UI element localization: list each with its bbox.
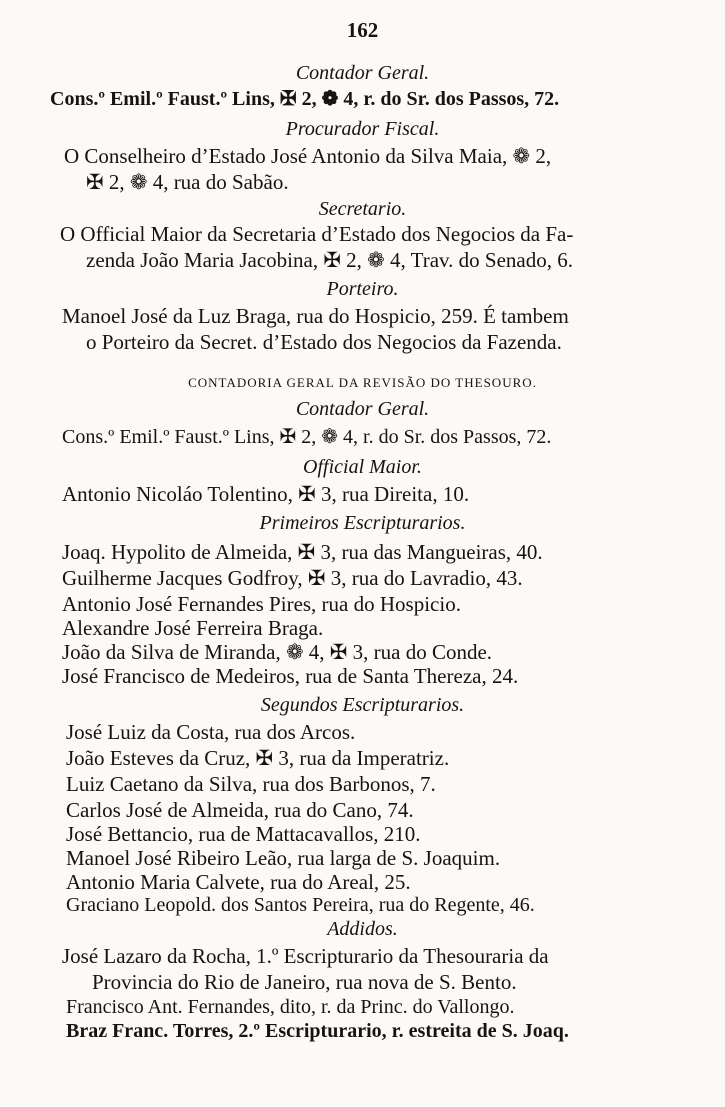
entry-line: Luiz Caetano da Silva, rua dos Barbonos, 7. [66,772,436,796]
heading-contador-geral-2: Contador Geral. [295,398,430,420]
entry-line: Francisco Ant. Fernandes, dito, r. da Princ. do Vallongo. [66,996,515,1018]
entry-line: O Conselheiro d’Estado José Antonio da Silva Maia, ❁ 2, [64,144,552,168]
entry-line: Cons.º Emil.º Faust.º Lins, ✠ 2, ❁ 4, r. do Sr. dos Passos, 72. [50,88,560,110]
entry-line: Antonio Maria Calvete, rua do Areal, 25. [66,870,411,894]
entry-line: Braz Franc. Torres, 2.º Escripturario, r. estreita de S. Joaq. [66,1020,569,1042]
heading-secretario: Secretario. [318,198,407,220]
heading-official-maior: Official Maior. [303,456,422,478]
entry-line: Joaq. Hypolito de Almeida, ✠ 3, rua das Mangueiras, 40. [62,540,543,564]
entry-line: o Porteiro da Secret. d’Estado dos Negocios da Fazenda. [86,330,562,354]
entry-line: Carlos José de Almeida, rua do Cano, 74. [66,798,414,822]
entry-line: João Esteves da Cruz, ✠ 3, rua da Imperatriz. [66,746,450,770]
entry-line: Antonio Nicoláo Tolentino, ✠ 3, rua Direita, 10. [62,482,470,506]
entry-line: José Luiz da Costa, rua dos Arcos. [66,720,356,744]
entry-line: João da Silva de Miranda, ❁ 4, ✠ 3, rua do Conde. [62,640,493,664]
entry-line: José Bettancio, rua de Mattacavallos, 210. [66,822,421,846]
page-number: 162 [346,18,379,42]
entry-line: zenda João Maria Jacobina, ✠ 2, ❁ 4, Trav. do Senado, 6. [86,248,573,272]
entry-line: Manoel José da Luz Braga, rua do Hospicio, 259. É tambem [62,304,569,328]
entry-line: Alexandre José Ferreira Braga. [62,616,324,640]
heading-addidos: Addidos. [327,918,398,940]
entry-line: Manoel José Ribeiro Leão, rua larga de S. Joaquim. [66,846,501,870]
entry-line: O Official Maior da Secretaria d’Estado dos Negocios da Fa- [60,222,574,246]
entry-line: Guilherme Jacques Godfroy, ✠ 3, rua do Lavradio, 43. [62,566,523,590]
heading-porteiro: Porteiro. [326,278,399,300]
entry-line: José Francisco de Medeiros, rua de Santa Thereza, 24. [62,664,519,688]
entry-line: José Lazaro da Rocha, 1.º Escripturario da Thesouraria da [62,944,549,968]
entry-line: Graciano Leopold. dos Santos Pereira, rua do Regente, 46. [66,894,535,916]
entry-line: Provincia do Rio de Janeiro, rua nova de S. Bento. [92,970,517,994]
entry-line: ✠ 2, ❁ 4, rua do Sabão. [86,170,289,194]
entry-line: Antonio José Fernandes Pires, rua do Hospicio. [62,592,461,616]
heading-segundos-escripturarios: Segundos Escripturarios. [260,694,465,716]
heading-procurador-fiscal: Procurador Fiscal. [285,118,440,140]
heading-primeiros-escripturarios: Primeiros Escripturarios. [259,512,466,534]
heading-contador-geral: Contador Geral. [295,62,430,84]
section-title: CONTADORIA GERAL DA REVISÃO DO THESOURO. [188,375,537,390]
entry-line: Cons.º Emil.º Faust.º Lins, ✠ 2, ❁ 4, r. do Sr. dos Passos, 72. [62,426,552,448]
